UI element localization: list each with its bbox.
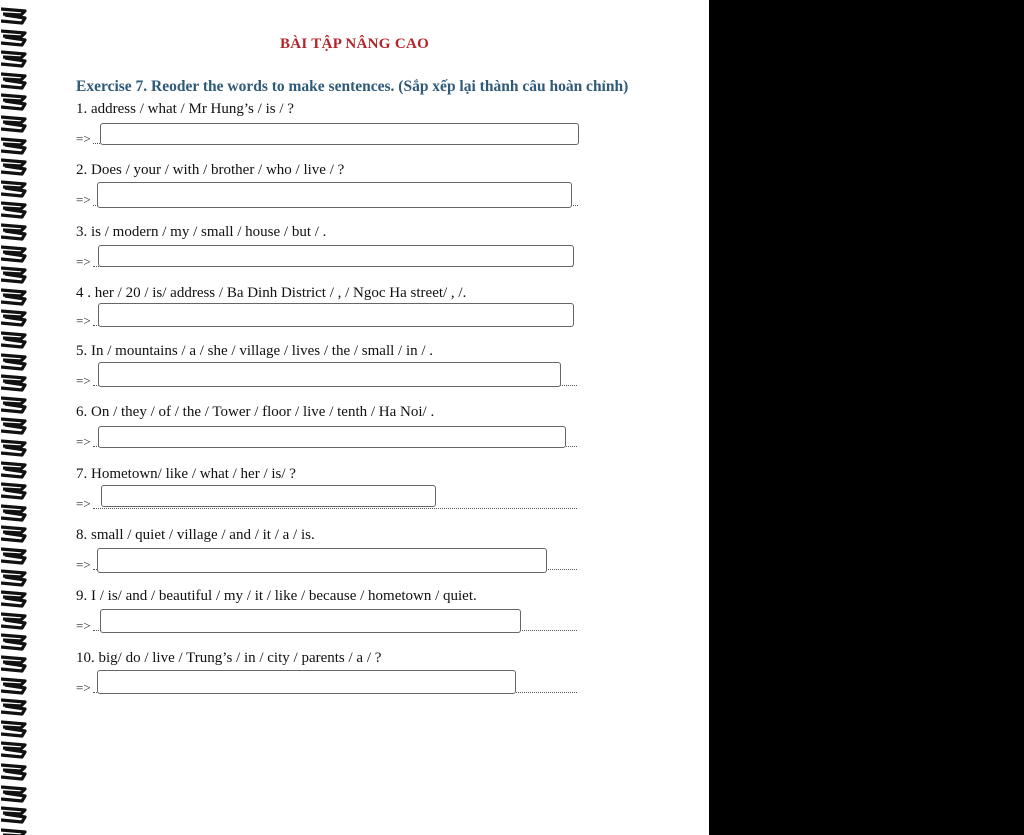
spiral-ring	[1, 784, 27, 804]
answer-input-2[interactable]	[97, 182, 572, 208]
spiral-ring	[1, 200, 27, 220]
answer-prefix: =>	[76, 373, 91, 388]
spiral-ring	[1, 330, 27, 350]
spiral-ring	[1, 503, 27, 523]
spiral-ring	[1, 654, 27, 674]
answer-prefix: =>	[76, 254, 91, 269]
spiral-ring	[1, 287, 27, 307]
answer-input-5[interactable]	[98, 362, 561, 387]
spiral-ring	[1, 611, 27, 631]
spiral-ring	[1, 827, 27, 835]
answer-prefix: =>	[76, 680, 91, 695]
spiral-ring	[1, 308, 27, 328]
answer-prefix: =>	[76, 618, 91, 633]
answer-prefix: =>	[76, 192, 91, 207]
spiral-ring	[1, 244, 27, 264]
question-10: 10. big/ do / live / Trung’s / in / city / parents / a / ?	[76, 650, 382, 666]
answer-input-6[interactable]	[98, 426, 566, 448]
answer-prefix: =>	[76, 313, 91, 328]
question-2: 2. Does / your / with / brother / who / live / ?	[76, 162, 345, 178]
spiral-ring	[1, 6, 27, 26]
page-title: BÀI TẬP NÂNG CAO	[279, 36, 430, 52]
answer-input-8[interactable]	[97, 548, 547, 573]
spiral-ring	[1, 136, 27, 156]
spiral-ring	[1, 805, 27, 825]
spiral-ring	[1, 524, 27, 544]
spiral-ring	[1, 719, 27, 739]
answer-prefix: =>	[76, 496, 91, 511]
answer-prefix: =>	[76, 557, 91, 572]
spiral-ring	[1, 460, 27, 480]
spiral-ring	[1, 568, 27, 588]
spiral-ring	[1, 676, 27, 696]
exercise-heading: Exercise 7. Reoder the words to make sentences. (Sắp xếp lại thành câu hoàn chỉnh)	[76, 78, 629, 95]
answer-input-10[interactable]	[97, 670, 516, 694]
answer-prefix: =>	[76, 131, 91, 146]
answer-input-9[interactable]	[100, 609, 521, 633]
question-1: 1. address / what / Mr Hung’s / is / ?	[76, 101, 294, 117]
spiral-binding	[0, 0, 30, 835]
question-3: 3. is / modern / my / small / house / but / .	[76, 224, 327, 240]
spiral-ring	[1, 179, 27, 199]
spiral-ring	[1, 114, 27, 134]
answer-input-3[interactable]	[98, 245, 574, 267]
answer-input-4[interactable]	[98, 303, 574, 327]
question-4: 4 . her / 20 / is/ address / Ba Dinh District / , / Ngoc Ha street/ , /.	[76, 285, 467, 301]
question-6: 6. On / they / of / the / Tower / floor / live / tenth / Ha Noi/ .	[76, 404, 435, 420]
question-7: 7. Hometown/ like / what / her / is/ ?	[76, 466, 296, 482]
spiral-ring	[1, 438, 27, 458]
spiral-ring	[1, 222, 27, 242]
spiral-ring	[1, 71, 27, 91]
spiral-ring	[1, 546, 27, 566]
spiral-ring	[1, 157, 27, 177]
dotted-line	[93, 508, 577, 509]
spiral-ring	[1, 481, 27, 501]
spiral-ring	[1, 740, 27, 760]
spiral-ring	[1, 395, 27, 415]
question-8: 8. small / quiet / village / and / it / a / is.	[76, 527, 315, 543]
question-9: 9. I / is/ and / beautiful / my / it / like / because / hometown / quiet.	[76, 588, 477, 604]
answer-input-1[interactable]	[100, 123, 579, 145]
question-5: 5. In / mountains / a / she / village / lives / the / small / in / .	[76, 343, 434, 359]
spiral-ring	[1, 632, 27, 652]
spiral-ring	[1, 92, 27, 112]
spiral-ring	[1, 697, 27, 717]
answer-input-7[interactable]	[101, 485, 436, 507]
spiral-ring	[1, 373, 27, 393]
spiral-ring	[1, 416, 27, 436]
answer-prefix: =>	[76, 434, 91, 449]
spiral-ring	[1, 762, 27, 782]
spiral-ring	[1, 589, 27, 609]
spiral-ring	[1, 352, 27, 372]
spiral-ring	[1, 265, 27, 285]
